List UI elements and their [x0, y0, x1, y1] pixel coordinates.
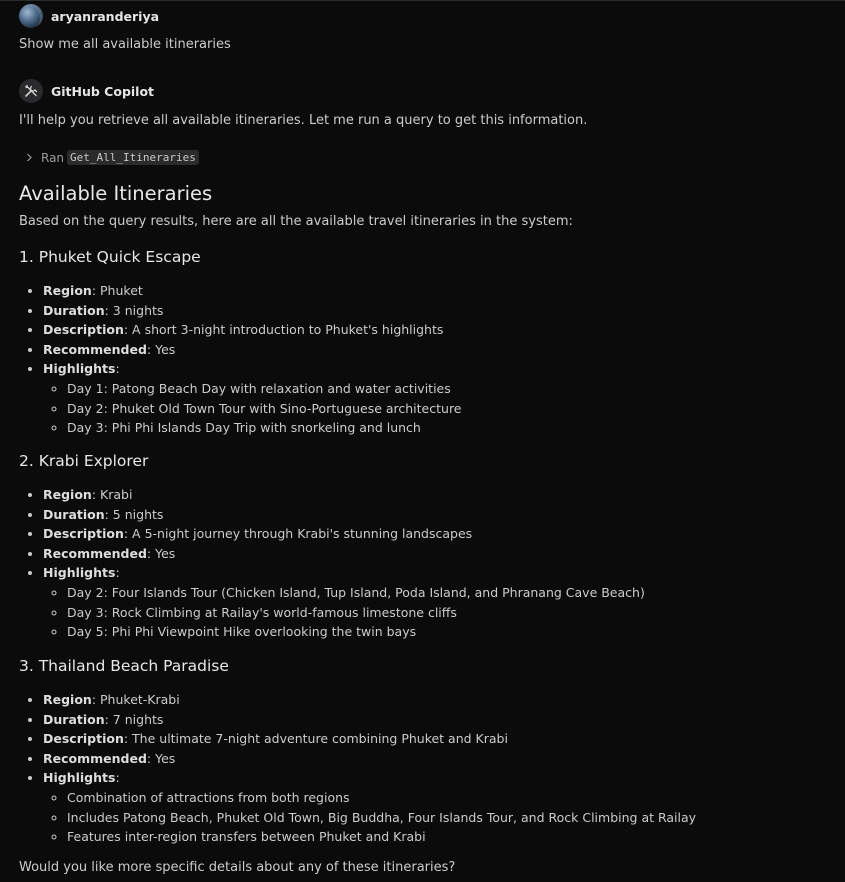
assistant-name: GitHub Copilot — [51, 83, 155, 99]
highlight-item: ◦ Day 2: Phuket Old Town Tour with Sino-Portuguese architecture — [67, 399, 829, 419]
chevron-right-icon[interactable] — [26, 153, 33, 162]
copilot-avatar — [19, 79, 43, 103]
tool-name-chip: Get_All_Itineraries — [67, 150, 199, 165]
highlight-item: ◦ Includes Patong Beach, Phuket Old Town, Big Buddha, Four Islands Tour, and Rock Climbing at Railay — [67, 808, 829, 828]
itinerary-details — [19, 690, 829, 847]
itinerary-details — [19, 281, 829, 438]
assistant-intro: I'll help you retrieve all available itineraries. Let me run a query to get this information. — [19, 113, 588, 128]
itinerary-description: • Description: A 5-night journey through Krabi's stunning landscapes — [43, 524, 829, 544]
itinerary-highlights: • Highlights: ◦ Combination of attractions from both regions ◦ Includes Patong Beach, Phuket Old Town, Big Buddha, Four Islands Tour, and Rock Climbing at Railay ◦ Features inter-region transfers between Phuket and Krabi — [43, 768, 829, 846]
itinerary-highlights: • Highlights: ◦ Day 1: Patong Beach Day with relaxation and water activities ◦ Day 2: Phuket Old Town Tour with Sino-Portuguese architecture ◦ Day 3: Phi Phi Islands Day Trip with snorkeling and lunch — [43, 359, 829, 437]
tool-run-row[interactable] — [26, 150, 199, 165]
response-lead: Based on the query results, here are all the available travel itineraries in the system: — [19, 214, 573, 229]
itinerary-duration: • Duration: 7 nights — [43, 710, 829, 730]
itinerary-duration: • Duration: 5 nights — [43, 505, 829, 525]
response-closing: Would you like more specific details about any of these itineraries? — [19, 860, 456, 875]
itinerary-duration: • Duration: 3 nights — [43, 301, 829, 321]
itinerary-recommended: • Recommended: Yes — [43, 749, 829, 769]
itinerary-description: • Description: A short 3-night introduction to Phuket's highlights — [43, 320, 829, 340]
itinerary-details — [19, 485, 829, 642]
itinerary-recommended: • Recommended: Yes — [43, 340, 829, 360]
highlight-item: ◦ Day 3: Phi Phi Islands Day Trip with snorkeling and lunch — [67, 418, 829, 438]
highlight-item: ◦ Day 3: Rock Climbing at Railay's world-famous limestone cliffs — [67, 603, 829, 623]
itinerary-region: • Region: Krabi — [43, 485, 829, 505]
user-avatar[interactable] — [19, 4, 43, 28]
itinerary-description: • Description: The ultimate 7-night adventure combining Phuket and Krabi — [43, 729, 829, 749]
user-name: aryanranderiya — [51, 8, 160, 24]
itinerary-recommended: • Recommended: Yes — [43, 544, 829, 564]
top-divider — [0, 0, 845, 1]
itinerary-highlights: • Highlights: ◦ Day 2: Four Islands Tour (Chicken Island, Tup Island, Poda Island, and Phranang Cave Beach) ◦ Day 3: Rock Climbing at Railay's world-famous limestone cliffs ◦ Day 5: Phi Phi Viewpoint Hike overlooking the twin bays — [43, 563, 829, 641]
itinerary-title: 3. Thailand Beach Paradise — [19, 657, 229, 675]
user-message-header — [19, 4, 159, 28]
highlight-item: ◦ Combination of attractions from both regions — [67, 788, 829, 808]
itinerary-title: 2. Krabi Explorer — [19, 452, 149, 470]
tool-run-prefix: Ran — [41, 150, 65, 165]
itinerary-region: • Region: Phuket-Krabi — [43, 690, 829, 710]
highlight-item: ◦ Features inter-region transfers between Phuket and Krabi — [67, 827, 829, 847]
highlight-item: ◦ Day 2: Four Islands Tour (Chicken Island, Tup Island, Poda Island, and Phranang Cave Beach) — [67, 583, 829, 603]
assistant-message-header — [19, 79, 154, 103]
tools-icon — [24, 84, 38, 98]
itinerary-title: 1. Phuket Quick Escape — [19, 248, 201, 266]
user-message-text: Show me all available itineraries — [19, 37, 231, 52]
highlight-item: ◦ Day 5: Phi Phi Viewpoint Hike overlooking the twin bays — [67, 622, 829, 642]
itinerary-region: • Region: Phuket — [43, 281, 829, 301]
response-heading: Available Itineraries — [19, 182, 213, 205]
highlight-item: ◦ Day 1: Patong Beach Day with relaxation and water activities — [67, 379, 829, 399]
